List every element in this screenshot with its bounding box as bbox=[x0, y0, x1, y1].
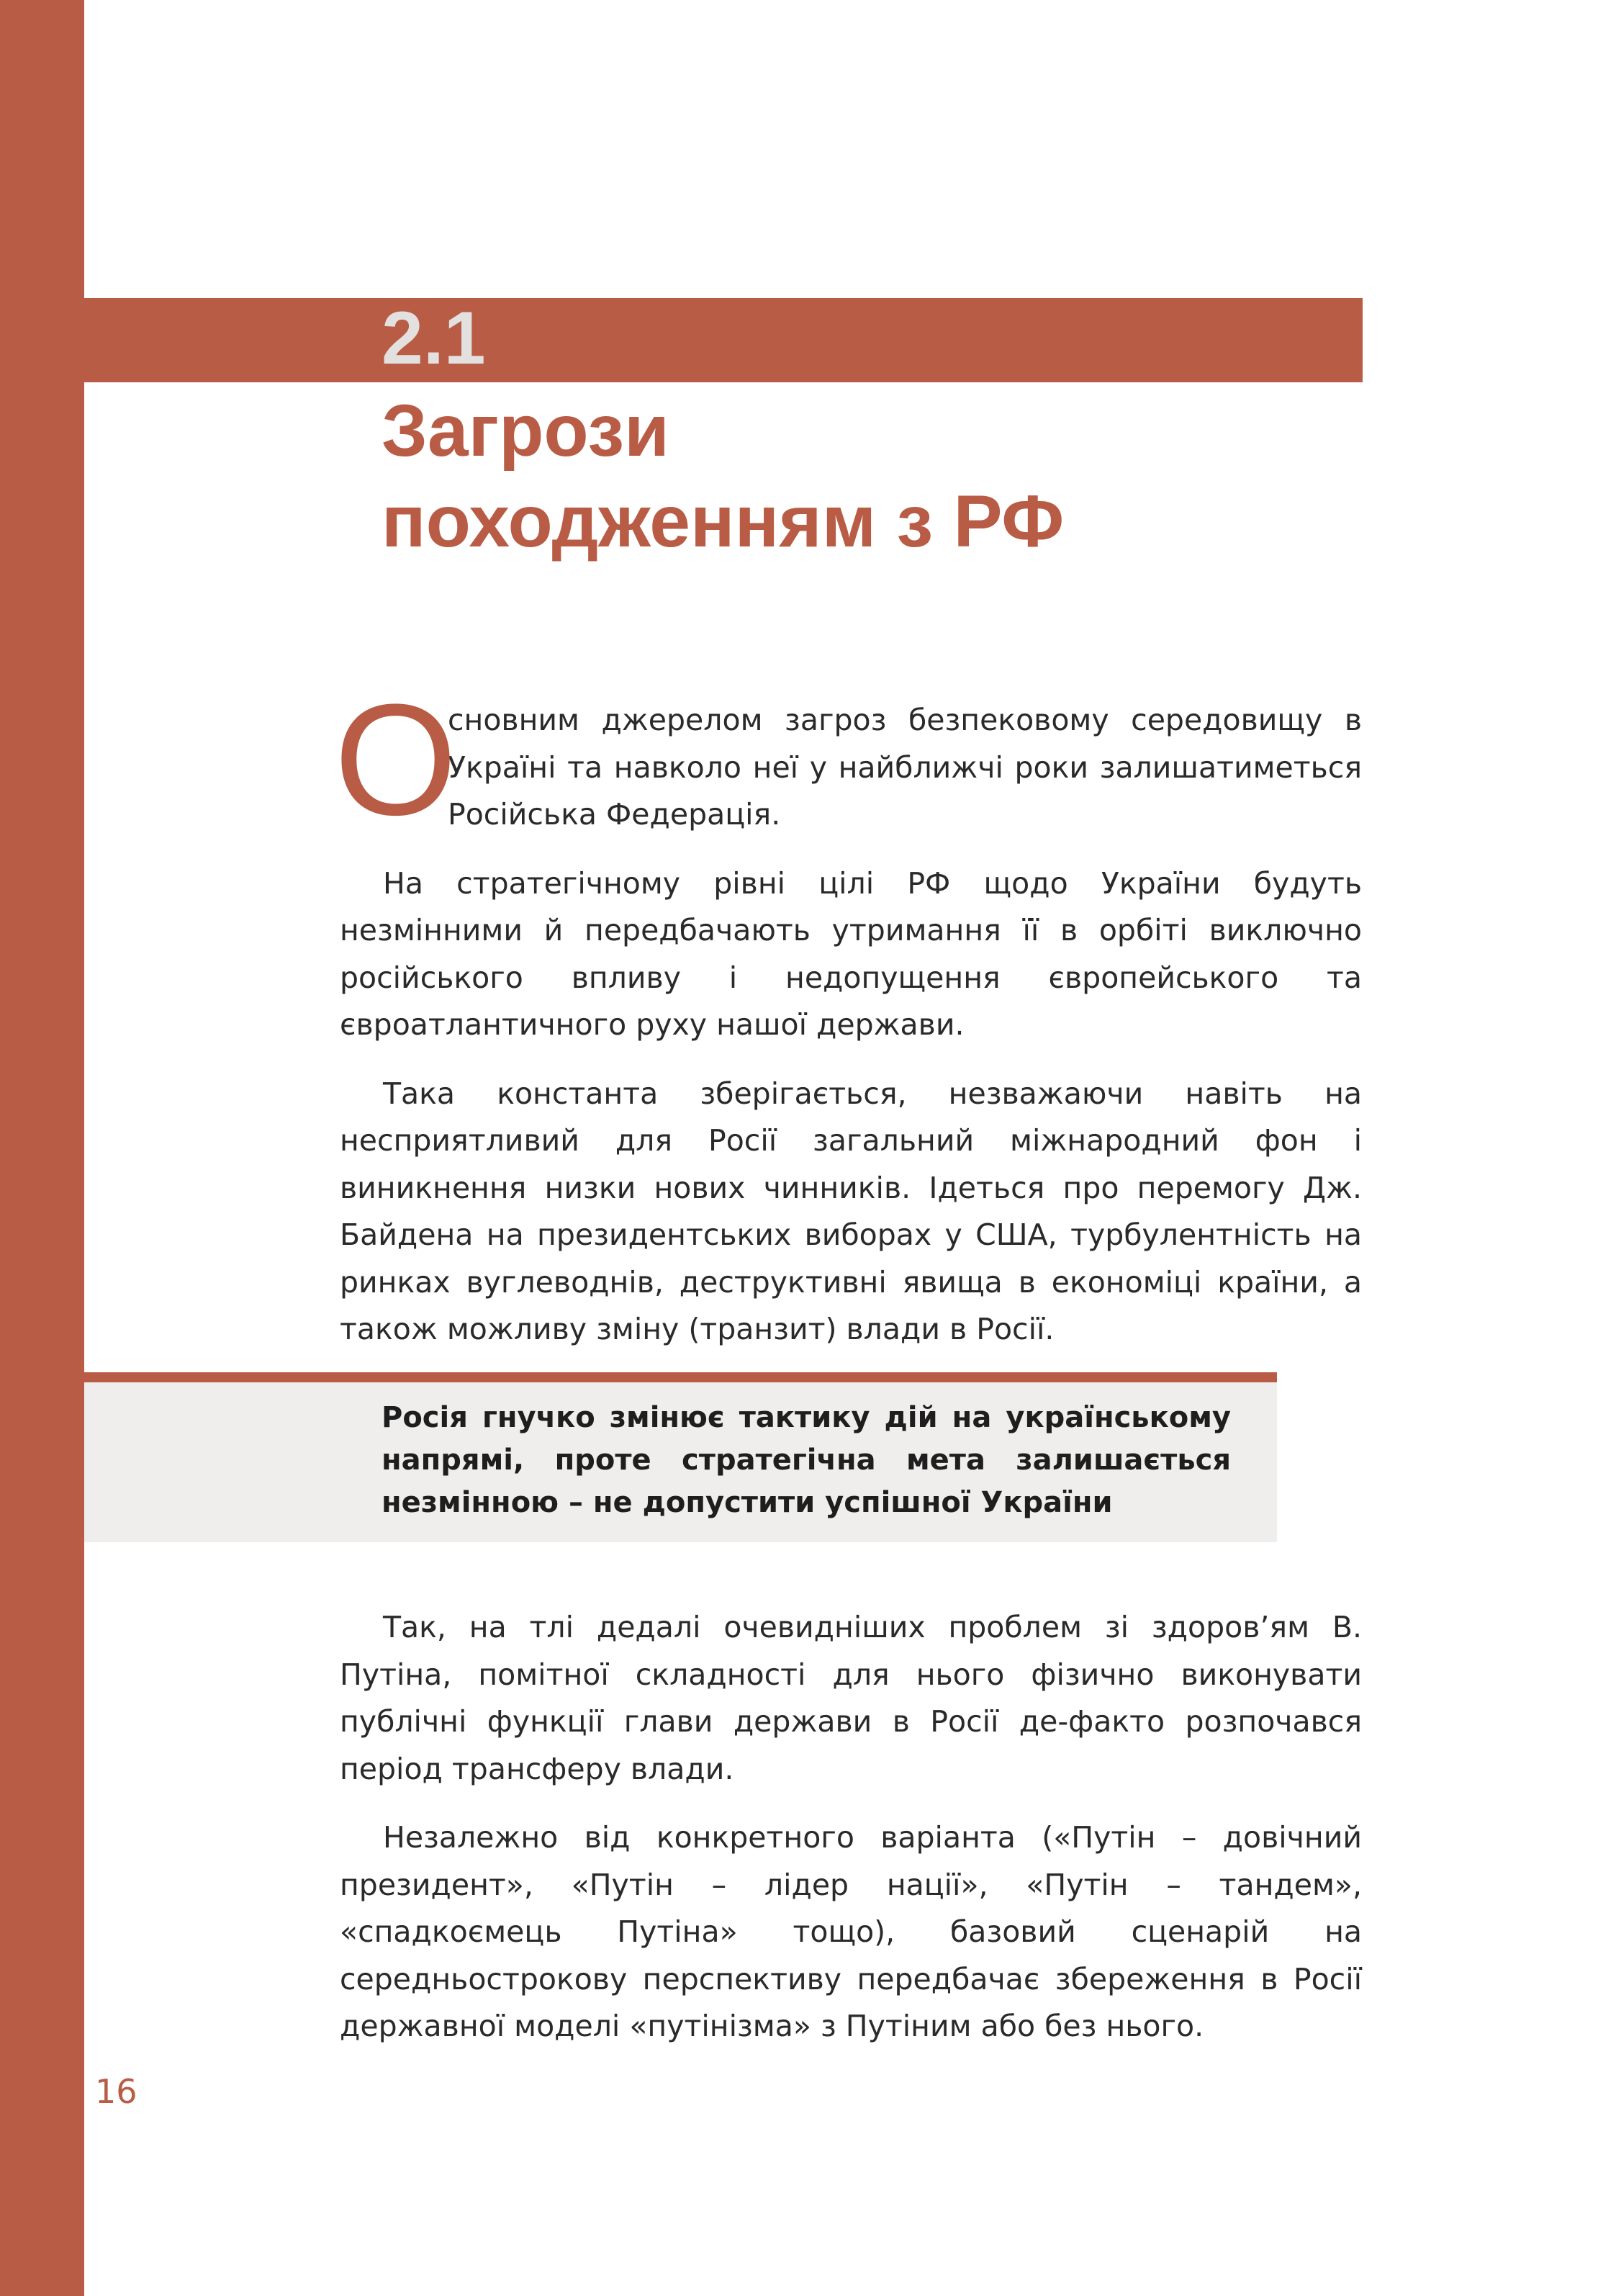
page-number: 16 bbox=[95, 2072, 137, 2111]
intro-text: сновним джерелом загроз безпековому середовищу в Україні та навколо неї у найближчі роки залишатиметься Російська Федерація. bbox=[448, 703, 1362, 832]
left-accent-bar bbox=[0, 0, 84, 2296]
body-text-top bbox=[334, 671, 1362, 1375]
callout-top-rule bbox=[84, 1372, 1277, 1382]
callout-text: Росія гнучко змінює тактику дій на українському напрямі, проте стратегічна мета залишається незмінною – не допустити успішної України bbox=[382, 1401, 1231, 1519]
body-paragraph: Така константа зберігається, незважаючи навіть на несприятливий для Росії загальний міжнародний фон і виникнення низки нових чинників. Ідеться про перемогу Дж. Байдена на президентських виборах у США, турбулентність на ринках вуглеводнів, деструктивні явища в економіці країни, а також можливу зміну (транзит) влади в Росії. bbox=[340, 1076, 1362, 1346]
body-paragraph: Незалежно від конкретного варіанта («Путін – довічний президент», «Путін – лідер нації», «Путін – тандем», «спадкоємець Путіна» тощо), базовий сценарій на середньострокову перспективу передбачає збереження в Росії державної моделі «путінізма» з Путіним або без нього. bbox=[340, 1820, 1362, 2043]
body-paragraph: На стратегічному рівні цілі РФ щодо України будуть незмінними й передбачають утримання її в орбіті виключно російського впливу і недопущення європейського та євроатлантичного руху нашої держави. bbox=[340, 865, 1362, 1042]
drop-cap: О bbox=[334, 671, 458, 848]
section-header-band bbox=[84, 298, 1363, 382]
intro-paragraph bbox=[334, 671, 1362, 848]
section-title-line-2: походженням з РФ bbox=[382, 480, 1065, 562]
body-paragraph: Так, на тлі дедалі очевидніших проблем зі здоров’ям В. Путіна, помітної складності для нього фізично виконувати публічні функції глави держави в Росії де-факто розпочався період трансферу влади. bbox=[340, 1610, 1362, 1786]
section-title bbox=[382, 385, 1064, 567]
section-title-line-1: Загрози bbox=[382, 390, 669, 472]
section-number: 2.1 bbox=[382, 297, 486, 380]
body-text-bottom bbox=[340, 1604, 1362, 2072]
